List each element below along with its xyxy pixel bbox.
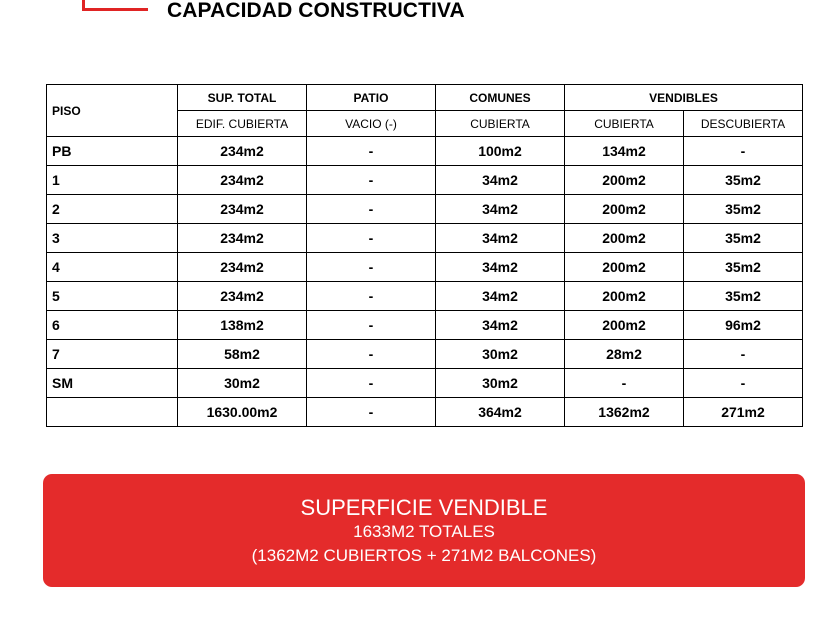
cell-comunes: 364m2 [436,398,565,427]
cell-comunes: 34m2 [436,195,565,224]
cell-vend-descubierta: 35m2 [684,282,803,311]
cell-vend-cubierta: 134m2 [565,137,684,166]
table-header-row [47,85,803,111]
cell-patio: - [307,369,436,398]
cell-vend-cubierta: 1362m2 [565,398,684,427]
cell-comunes: 34m2 [436,166,565,195]
header-sup-total: SUP. TOTAL [178,85,307,111]
cell-vend-cubierta: 200m2 [565,253,684,282]
cell-sup-total: 138m2 [178,311,307,340]
cell-piso: 4 [47,253,178,282]
cell-vend-cubierta: - [565,369,684,398]
vendible-banner [43,474,805,587]
subheader-vend-descubierta: DESCUBIERTA [684,111,803,137]
cell-comunes: 34m2 [436,253,565,282]
cell-vend-descubierta: 35m2 [684,253,803,282]
cell-piso: 1 [47,166,178,195]
cell-patio: - [307,253,436,282]
header-vendibles: VENDIBLES [565,85,803,111]
cell-vend-cubierta: 200m2 [565,224,684,253]
cell-vend-descubierta: 96m2 [684,311,803,340]
cell-vend-cubierta: 200m2 [565,166,684,195]
cell-piso: 3 [47,224,178,253]
cell-comunes: 30m2 [436,369,565,398]
table-row [47,224,803,253]
header-patio: PATIO [307,85,436,111]
cell-patio: - [307,340,436,369]
subheader-vend-cubierta: CUBIERTA [565,111,684,137]
cell-sup-total: 234m2 [178,282,307,311]
cell-vend-descubierta: - [684,137,803,166]
table-row [47,253,803,282]
cell-sup-total: 1630.00m2 [178,398,307,427]
capacity-table [46,84,803,427]
table-row [47,340,803,369]
cell-patio: - [307,166,436,195]
cell-vend-descubierta: - [684,340,803,369]
table-row [47,195,803,224]
cell-vend-descubierta: - [684,369,803,398]
cell-vend-descubierta: 35m2 [684,166,803,195]
subheader-patio: VACIO (-) [307,111,436,137]
cell-piso: 6 [47,311,178,340]
banner-total: 1633M2 TOTALES [353,522,495,541]
logo-bracket-mark [82,0,148,11]
cell-sup-total: 30m2 [178,369,307,398]
cell-vend-cubierta: 200m2 [565,282,684,311]
cell-sup-total: 234m2 [178,253,307,282]
subheader-comunes: CUBIERTA [436,111,565,137]
cell-sup-total: 58m2 [178,340,307,369]
cell-vend-cubierta: 200m2 [565,311,684,340]
cell-vend-cubierta: 200m2 [565,195,684,224]
cell-piso [47,398,178,427]
cell-piso: PB [47,137,178,166]
cell-patio: - [307,398,436,427]
cell-piso: 7 [47,340,178,369]
cell-comunes: 34m2 [436,224,565,253]
cell-sup-total: 234m2 [178,195,307,224]
table-row [47,282,803,311]
cell-vend-descubierta: 271m2 [684,398,803,427]
cell-comunes: 100m2 [436,137,565,166]
cell-patio: - [307,137,436,166]
table-row [47,369,803,398]
table-row [47,311,803,340]
cell-vend-descubierta: 35m2 [684,224,803,253]
cell-piso: 2 [47,195,178,224]
cell-vend-cubierta: 28m2 [565,340,684,369]
cell-comunes: 30m2 [436,340,565,369]
header-comunes: COMUNES [436,85,565,111]
cell-vend-descubierta: 35m2 [684,195,803,224]
cell-comunes: 34m2 [436,311,565,340]
table-row [47,137,803,166]
table-row [47,398,803,427]
cell-sup-total: 234m2 [178,137,307,166]
cell-patio: - [307,224,436,253]
cell-piso: SM [47,369,178,398]
cell-patio: - [307,282,436,311]
table-row [47,166,803,195]
cell-sup-total: 234m2 [178,166,307,195]
cell-piso: 5 [47,282,178,311]
cell-sup-total: 234m2 [178,224,307,253]
header-piso: PISO [47,85,178,137]
page-title: CAPACIDAD CONSTRUCTIVA [167,0,465,22]
cell-patio: - [307,195,436,224]
subheader-sup-total: EDIF. CUBIERTA [178,111,307,137]
banner-breakdown: (1362M2 CUBIERTOS + 271M2 BALCONES) [251,546,597,565]
cell-patio: - [307,311,436,340]
banner-title: SUPERFICIE VENDIBLE [300,495,548,520]
cell-comunes: 34m2 [436,282,565,311]
